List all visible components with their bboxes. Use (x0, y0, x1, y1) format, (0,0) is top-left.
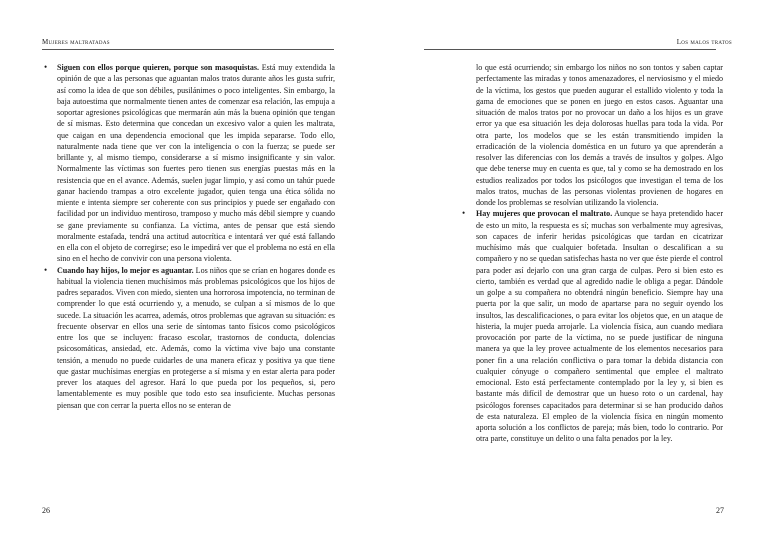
right-page (386, 0, 772, 548)
continuation-paragraph: lo que está ocurriendo; sin embargo los niños no son tontos y saben captar perfectamente las miradas y tonos amenazadores, el nerviosismo y el miedo de la víctima, los gestos que pueden augurar el estallido violento y toda la gama de emociones que se ponen en juego en estos casos. Aguantar una situación de malos tratos por no provocar un daño a los hijos es un grave error ya que esa situación les deja dolorosas huellas para toda la vida. Por otra parte, los modelos que se les están transmitiendo impiden la erradicación de la violencia doméstica en un futuro ya que aprenderán a resolver las diferencias con los demás a través de insultos y golpes. Algo que debe tenerse muy en cuenta es que, tal y como se ha demostrado en los estudios realizados por todos los psicólogos que investigan el tema de los malos tratos, muchas de las personas violentas provienen de hogares en donde los problemas se resolvían utilizando la violencia. (476, 63, 723, 207)
bullet-icon: • (462, 208, 466, 219)
running-head-left: Mujeres maltratadas (42, 38, 110, 46)
list-item (44, 62, 336, 265)
header-rule-right (424, 49, 716, 50)
item-lead: Siguen con ellos porque quieren, porque son masoquistas. (57, 63, 260, 72)
bullet-icon: • (44, 62, 48, 72)
list-item (44, 264, 335, 411)
page-number-left: 26 (42, 506, 50, 515)
item-text: Aunque se haya pretendido hacer de esto un mito, la respuesta es sí; muchas son verbalmente muy agresivas, son capaces de inferir heridas psicológicas que tardan en cicatrizar muchísimo más que cualquier bofetada. Insultan o descalifican a su compañero y no se quedan satisfechas hasta no ver que éste pierde el control para poder así dejarlo con una gran carga de culpas. Pero si bien esto es cierto, también es verdad que al agredido nadie le obliga a pegar. Dándole un golpe a su compañera no obtendrá ningún beneficio. Siempre hay una puerta por la que salir, un modo de apartarse para no seguir oyendo los insultos, las descalificaciones, o para evitar los objetos que, en un ataque de histeria, la mujer pueda arrojarle. La violencia física, aun cuando mediara provocación por parte de la víctima, no se puede justificar de ninguna manera ya que la ley provee actualmente de los elementos necesarios para poner fin a una relación conflictiva o para tomar la debida distancia con cualquier cónyuge o compañero sentimental que emplee el maltrato emocional. Esto está perfectamente contemplado por la ley y, si bien es bastante más difícil de demostrar que un hueso roto o un cardenal, hay psicólogos forenses capacitados para determinar si se han producido daños de esta naturaleza. El empleo de la violencia física en ningún momento aporta solución a los conflictos de pareja; más bien, todo lo contrario. Por otra parte, constituye un delito o una falta penados por la ley. (476, 209, 723, 444)
item-lead: Hay mujeres que provocan el maltrato. (476, 209, 613, 219)
page-number-right: 27 (716, 506, 724, 515)
bullet-icon: • (44, 264, 48, 275)
header-rule-left (42, 49, 334, 50)
item-text: Los niños que se crían en hogares donde es habitual la violencia tienen muchísimos más problemas psicológicos que los hijos de padres separados. Viven con miedo, sienten una horrorosa impotencia, no terminan de comprender lo que está ocurriendo y, a menudo, se culpan a sí mismos de lo que sucede. La situación les acarrea, además, otros problemas que agravan su situación: es frecuente observar en ellos una serie de síntomas tanto físicos como psicológicos entre los que se incluyen: fracaso escolar, trastornos de conducta, dolencias psicosomáticas, ansiedad, etc. Además, como la víctima vive bajo una constante tensión, a menudo no puede cuidarles de una manera eficaz y positiva ya que tiene que gastar muchísimas energías en protegerse a sí misma y en estar alerta para poder prever los ataques del agresor. Hará lo que pueda por los pequeños, si, pero lamentablemente es muy posible que todo esto sea insuficiente. Muchas personas piensan que con cerrar la puerta ellos no se enteran de (57, 265, 335, 410)
item-lead: Cuando hay hijos, lo mejor es aguantar. (57, 265, 194, 275)
item-text: Está muy extendida la opinión de que a las personas que aguantan malos tratos durante años les gusta sufrir, así como la idea de que son débiles, pusilánimes o poco inteligentes. Sin embargo, la baja autoestima que normalmente tienen antes de comenzar esa relación, las empuja a soportar agresiones psicológicas que mermarán aún más la buena opinión que tengan de sí mismas. Esto determina que concedan un excesivo valor a quien les maltrata, que caigan en una dependencia emocional que les impida separarse. Todo ello, naturalmente nada tiene que ver con la inteligencia o con la fuerza; se puede ser brillante y, al mismo tiempo, considerarse a sí mismo insignificante y sin valor. Normalmente las víctimas son fuertes pero tienen sus energías puestas más en la resistencia que en el avance. Además, suelen jugar limpio, y así como un tahúr puede ganar haciendo trampas a otro excelente jugador, quien tenga una ética sólida no miente e intenta siempre ser coherente con sus principios y puede ser engañado con facilidad por un individuo mentiroso, tramposo y mucho más débil siempre y cuando se gane previamente su confianza. La víctima, antes de pensar que está siendo moralmente estafada, tendrá una actitud autocrítica e intentará ver qué está fallando en ella con el objeto de corregirse; eso le impedirá ver que el problema no está en ella sino en el hecho de convivir con una persona violenta. (57, 63, 336, 264)
list-item (462, 208, 723, 444)
left-page-body (44, 62, 336, 411)
running-head-right: Los malos tratos (676, 38, 732, 46)
right-page-body (462, 62, 723, 445)
